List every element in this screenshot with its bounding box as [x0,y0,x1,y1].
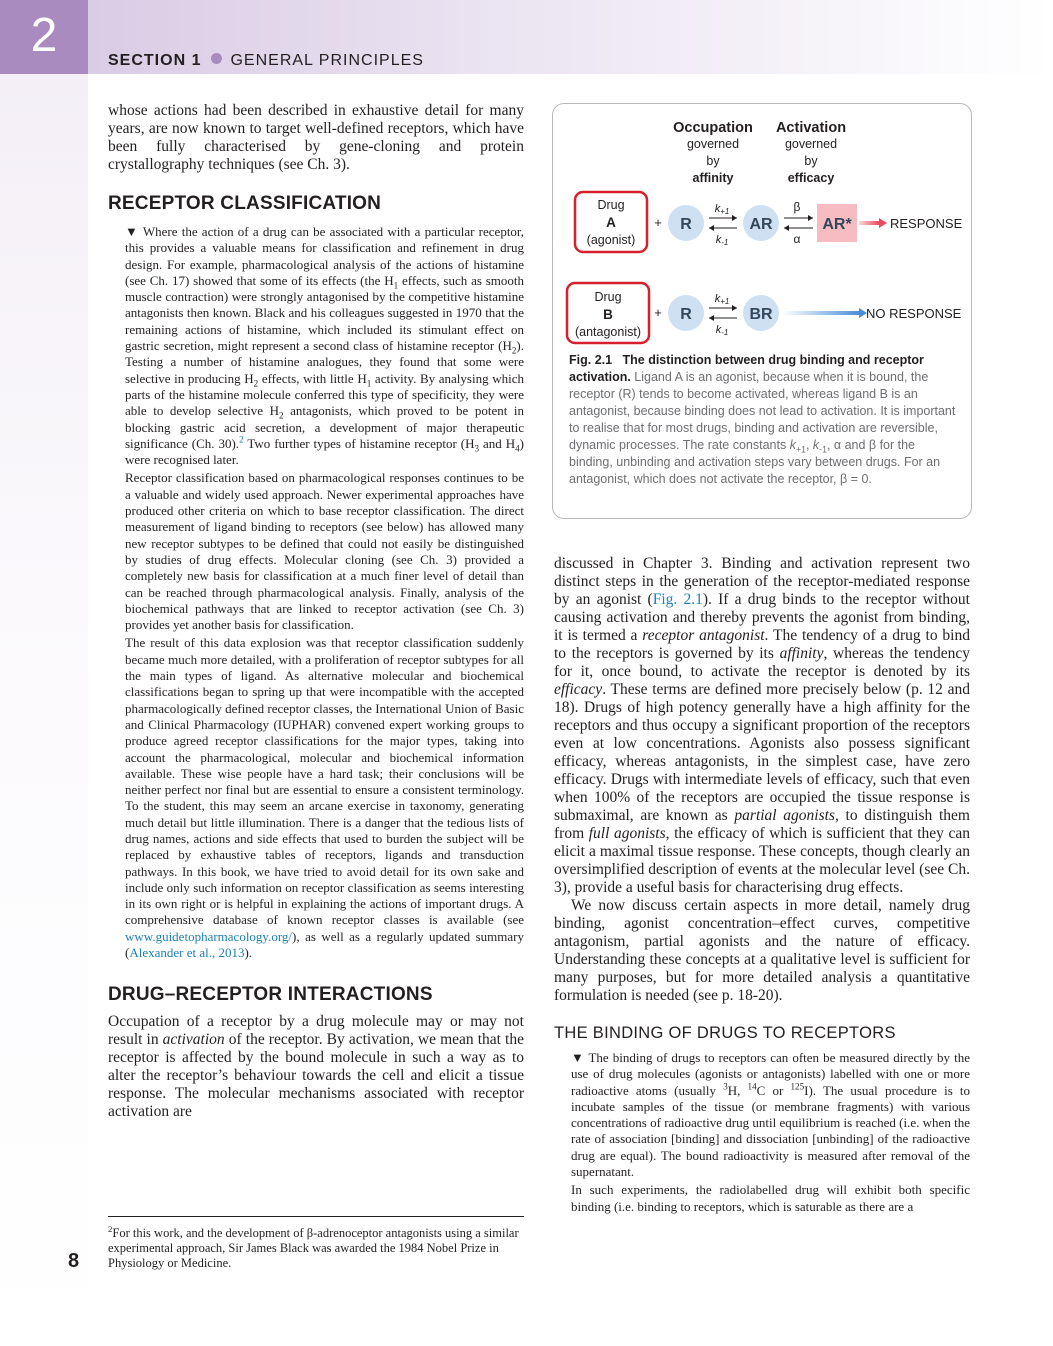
rate-k-minus: k-1 [715,324,729,337]
paragraph: Receptor classification based on pharmacological responses continues to be a valuable and widely used approach. Newer experimental approaches have produced other criteria on which to base receptor classification. The direct measurement of ligand binding to receptors (see below) has allowed many new receptor subtypes to be defined that could not easily be distinguished by studies of drug effects. Molecular cloning (see Ch. 3) provided a completely new basis for classification at a much finer level of detail than can be reached through pharmacological analysis. Finally, analysis of the biochemical pathways that are linked to receptor activation (see Ch. 3) provides yet another basis for classification. [125,470,524,633]
beta-label: β [793,200,801,214]
text-run: , the efficacy of which is sufficient that they can elicit a maximal tissue response. These concepts, though clearly an oversimplified description of events at the molecular level (see Ch. 3), provide a useful basis for characterising drug effects. [554,825,970,896]
drug-b-type: (antagonist) [574,325,642,339]
caption-title: The distinction between drug binding and receptor activation. [569,353,924,384]
paragraph [571,1050,970,1180]
paragraph: We now discuss certain aspects in more detail, namely drug binding, agonist concentration–effect curves, competitive antagonism, partial agonists and the nature of efficacy. Understanding these concepts at a qualitative level is sufficient for many purposes, but for more detailed analysis a quantitative formulation is needed (see p. 18-20). [554,897,970,1004]
rate-k-plus: k+1 [714,203,730,216]
drug-a-type: (agonist) [586,233,636,247]
drug-a-label: Drug [597,198,625,212]
text-run: ). If a drug binds to the receptor without causing activation and thereby prevents the agonist from binding, it is termed a [554,591,970,644]
drug-b-letter: B [603,307,613,322]
footnote-rule [108,1216,524,1217]
footnote [108,1223,524,1271]
chapter-number: 2 [30,9,58,62]
text-run: The result of this data explosion was that receptor classification suddenly became much more detailed, with a proliferation of receptor subtypes for all the main types of ligand. As alternative molecular and biochemical classifications began to spring up that were incompatible with the accepted pharmacologically defined receptor classes, the International Union of Basic and Clinical Pharmacology (IUPHAR) convened expert working groups to produce agreed receptor classifications for the major types, taking into account the pharmacological, molecular and biochemical information available. These wise people have a hard task; their conclusions will be neither perfect nor final but are essential to ensure a consistent terminology. To the student, this may seem an arcane exercise in taxonomy, generating much detail but little illumination. There is a danger that the tedious lists of drug names, actions and side effects that used to burden the subject will be replaced by exhaustive tables of receptors, ligands and transduction pathways. In this book, we have tried to avoid detail for its own sake and include only such information on receptor classification as seems interesting in its own right or is helpful in explaining the actions of important drugs. A comprehensive database of known receptor classes is available (see [125,635,524,928]
emphasis: full agonists [588,825,666,842]
occupation-affinity: affinity [692,171,734,185]
subscript: +1 [795,444,806,455]
rate-k-plus: k+1 [714,293,730,306]
caption-text: , α and β for the binding, unbinding and activation steps vary between drugs. For an antagonist, which does not activate the receptor, β = 0. [569,438,941,486]
receptor-classification-block [108,224,524,961]
subscript: 1 [366,378,372,389]
page-number: 8 [68,1250,80,1272]
footnote-text: For this work, and the development of β-adrenoceptor antagonists using a similar experimental approach, Sir James Black was awarded the 1984 Nobel Prize in Physiology or Medicine. [108,1226,519,1270]
caption-symbol: k [812,438,820,452]
receptor-r-label: R [680,306,692,323]
activation-subtitle: governed [784,137,838,151]
caption-text: , [805,438,813,452]
occupation-subtitle: governed [686,137,740,151]
text-run: C or [756,1082,791,1098]
text-run: . The tendency of a drug to bind to the receptors is governed by its [554,627,970,662]
text-run: effects, such as smooth muscle contraction) were strongly antagonised by the competitive histamine antagonists then known. Black and his colleagues suggested in 1970 that the remaining actions of histamine, which included its stimulant effect on gastric secretion, might represent a second class of histamine receptor (H [125,272,524,354]
text-run: ). [244,945,253,961]
paragraph [125,635,524,961]
paragraph [125,224,524,468]
text-run: , whereas the tendency for it, once bound, to activate the receptor is denoted by its [554,645,970,680]
subscript: 3 [474,443,480,454]
text-run: ▼ The binding of drugs to receptors can often be measured directly by the use of drug molecules (agonists or antagonists) labelled with one or more radioactive atoms (usually [571,1050,970,1098]
subscript: 2 [253,378,259,389]
emphasis: partial agonists [734,807,835,824]
occupation-title: Occupation [673,120,753,136]
chapter-number-tab [0,0,88,74]
caption-label: Fig. 2.1 [569,353,613,367]
caption-symbol: k [789,438,796,452]
text-run: and H [479,435,516,451]
guidetopharmacology-link[interactable]: www.guidetopharmacology.org/ [125,928,293,944]
subscript: 4 [515,443,520,454]
active-complex-label: AR* [822,216,852,233]
intro-paragraph: whose actions had been described in exhaustive detail for many years, are now known to target well-defined receptors, which have been fully characterised by gene-cloning and protein crystallography techniques (see Ch. 3). [108,102,524,173]
text-run: ) were recognised later. [125,435,524,468]
text-run: , to distinguish them from [554,807,970,842]
emphasis: affinity [779,645,824,662]
drug-b-label: Drug [594,290,622,304]
text-run: H, [727,1082,748,1098]
heading-binding-of-drugs: THE BINDING OF DRUGS TO RECEPTORS [554,1024,896,1042]
emphasis: activation [162,1031,225,1049]
text-run: antagonists, which proved to be potent in blocking gastric acid secretion, a development of major therapeutic significance (Ch. 30). [125,403,524,451]
activation-title: Activation [775,120,847,136]
rate-k-minus: k-1 [715,234,729,247]
text-run: ▼ Where the action of a drug can be associated with a particular receptor, this provides a valuable means for classification and refinement in drug design. For example, pharmacological analysis of the actions of histamine (see Ch. 17) showed that some of its effects (the H [125,224,524,288]
drug-a-letter: A [606,215,616,230]
superscript: 14 [747,1081,757,1092]
receptor-r-label: R [680,216,692,233]
paragraph [108,1013,524,1121]
arrowhead [784,225,789,231]
complex-br-label: BR [749,306,773,323]
alpha-label: α [793,232,801,246]
text-run: . These terms are defined more precisely below (p. 12 and 18). Drugs of high potency generally have a high affinity for the receptors and thus occupy a significant proportion of the receptors even at low concentrations. Agonists also possess significant efficacy, whereas antagonists, in the simplest case, have zero efficacy. Drugs with intermediate levels of efficacy, such that even when 100% of the receptors are occupied the tissue response is submaximal, are known as [554,681,970,824]
superscript: 3 [723,1081,728,1092]
text-run: Occupation of a receptor by a drug molecule may or may not result in [108,1013,524,1049]
text-run: I). The usual procedure is to incubate samples of the tissue (or membrane fragments) with various concentrations of radioactive drug until equilibrium is reached (i.e. when the rate of association [binding] and dissociation [unbinding] of the radioactive drug are equal). The bound radioactivity is measured after removal of the supernatant. [571,1082,971,1180]
arrowhead [732,305,737,311]
left-margin-band [0,74,88,1346]
figure-ref-link[interactable]: Fig. 2.1 [652,591,703,608]
activation-subtitle: by [804,154,818,168]
running-head [108,52,424,70]
section-label: SECTION 1 [108,52,202,69]
arrowhead [808,215,813,221]
no-response-arrow [783,311,859,315]
binding-block [554,1050,970,1215]
no-response-label: NO RESPONSE [866,306,962,321]
bullet-dot-icon [211,53,222,64]
activation-efficacy: efficacy [787,171,835,185]
heading-drug-receptor-interactions: DRUG–RECEPTOR INTERACTIONS [108,984,433,1006]
section-title: GENERAL PRINCIPLES [230,52,424,69]
paragraph [554,555,970,897]
complex-ar-label: AR [749,216,773,233]
plus-sign: + [654,305,662,320]
caption-text: Ligand A is an agonist, because when it is bound, the receptor (R) tends to become activated, whereas ligand B is an antagonist, because binding does not lead to activation. It is important to realise that for most drugs, binding and activation are reversible, dynamic processes. The rate constants [569,370,956,452]
response-arrow [859,221,879,225]
text-run: ). Testing a number of histamine analogues, they found that some were selective in producing H [125,338,524,386]
text-run: discussed in Chapter 3. Binding and activation represent two distinct steps in the generation of the receptor-mediated response by an agonist ( [554,555,970,608]
text-run: ), as well as a regularly updated summary ( [125,928,524,961]
arrowhead [879,218,887,228]
left-column [108,102,524,1121]
footnote-marker: 2 [108,1223,113,1234]
arrowhead [709,315,714,321]
figure-caption [569,352,959,488]
occupation-subtitle: by [706,154,720,168]
heading-receptor-classification: RECEPTOR CLASSIFICATION [108,193,382,214]
right-column [554,555,970,1215]
subscript: 2 [278,410,284,421]
receptor-diagram [553,104,971,354]
paragraph: In such experiments, the radiolabelled drug will exhibit both specific binding (i.e. binding to receptors, which is saturable as there are a [571,1182,970,1214]
subscript: 2 [511,345,517,356]
alexander-2013-link[interactable]: Alexander et al., 2013 [129,945,245,961]
arrowhead [732,215,737,221]
text-run: Two further types of histamine receptor (H [243,435,475,451]
superscript: 125 [790,1081,805,1092]
footnote-ref-link[interactable]: 2 [239,434,244,445]
text-run: effects, with little H [258,370,367,386]
text-run: activity. By analysing which parts of the histamine molecule conferred this type of specificity, they were able to develop selective H [125,370,525,419]
emphasis: receptor antagonist [642,627,765,644]
subscript: -1 [819,444,827,455]
emphasis: efficacy [554,681,603,698]
subscript: 1 [393,280,399,291]
text-run: of the receptor. By activation, we mean that the receptor is affected by the bound molecule in such a way as to alter the receptor’s behaviour towards the cell and elicit a tissue response. The molecular mechanisms associated with receptor activation are [108,1031,524,1121]
arrowhead [709,225,714,231]
plus-sign: + [654,215,662,230]
response-label: RESPONSE [890,216,963,231]
